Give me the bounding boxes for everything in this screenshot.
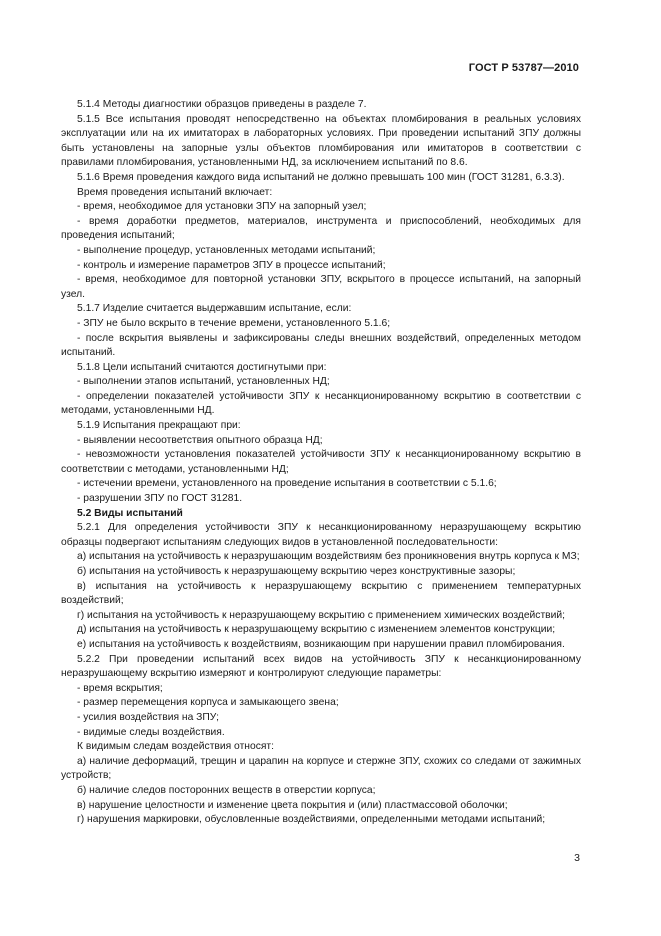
list-item: - видимые следы воздействия. [77, 726, 225, 738]
list-item: - выполнение процедур, установленных методами испытаний; [77, 244, 376, 256]
list-item: - время, необходимое для установки ЗПУ на запорный узел; [77, 201, 367, 213]
document-header-standard-number: ГОСТ Р 53787—2010 [468, 62, 579, 74]
paragraph-5-1-9: 5.1.9 Испытания прекращают при: [77, 420, 241, 432]
list-item: в) нарушение целостности и изменение цвета покрытия и (или) пластмассовой оболочки; [77, 799, 508, 811]
list-item: - после вскрытия выявлены и зафиксированы следы внешних воздействий, определенных методом испытаний. [61, 332, 581, 359]
list-item: в) испытания на устойчивость к неразрушающему вскрытию с применением температурных воздействий; [61, 580, 581, 607]
page-number: 3 [574, 852, 580, 864]
paragraph: Время проведения испытаний включает: [77, 186, 273, 198]
list-item: - выполнении этапов испытаний, установленных НД; [77, 376, 330, 388]
list-item: - выявлении несоответствия опытного образца НД; [77, 434, 323, 446]
paragraph-5-1-5: 5.1.5 Все испытания проводят непосредственно на объектах пломбирования в реальных условиях эксплуатации или на их имитаторах в лабораторных условиях. При проведении испытаний ЗПУ должны быть установлены на запорные узлы объектов пломбирования или имитаторов в соответствии с правилами пломбирования, установленными НД, за исключением испытаний по 8.6. [61, 113, 581, 169]
list-item: д) испытания на устойчивость к неразрушающему вскрытию с изменением элементов конструкции; [77, 624, 556, 636]
list-item: б) испытания на устойчивость к неразрушающему вскрытию через конструктивные зазоры; [77, 566, 516, 577]
list-item: а) испытания на устойчивость к неразрушающим воздействиям без проникновения внутрь корпуса к МЗ; [77, 551, 580, 563]
list-item: е) испытания на устойчивость к воздействиям, возникающим при нарушении правил пломбирования. [77, 638, 565, 650]
list-item: - определении показателей устойчивости ЗПУ к несанкционированному вскрытию в соответствии с методами, установленными НД. [61, 390, 581, 417]
paragraph-5-1-4: 5.1.4 Методы диагностики образцов приведены в разделе 7. [77, 99, 367, 110]
list-item: - разрушении ЗПУ по ГОСТ 31281. [77, 493, 243, 505]
paragraph-5-1-6: 5.1.6 Время проведения каждого вида испытаний не должно превышать 100 мин (ГОСТ 31281, 6.3.3). [77, 171, 565, 183]
list-item: - размер перемещения корпуса и замыкающего звена; [77, 697, 339, 709]
paragraph-5-1-8: 5.1.8 Цели испытаний считаются достигнутыми при: [77, 361, 327, 373]
list-item: а) наличие деформаций, трещин и царапин на корпусе и стержне ЗПУ, схожих со следами от зажимных устройств; [61, 755, 581, 782]
list-item: - время вскрытия; [77, 682, 163, 694]
list-item: - истечении времени, установленного на проведение испытания в соответствии с 5.1.6; [77, 478, 497, 490]
list-item: б) наличие следов посторонних веществ в отверстии корпуса; [77, 784, 376, 796]
list-item: - ЗПУ не было вскрыто в течение времени, установленного 5.1.6; [77, 317, 391, 329]
list-item: - невозможности установления показателей устойчивости ЗПУ к несанкционированному вскрытию в соответствии с методами, установленными НД; [61, 449, 581, 475]
paragraph-5-2-2: 5.2.2 При проведении испытаний всех видов на устойчивость ЗПУ к несанкционированному неразрушающему вскрытию измеряют и контролируют следующие параметры: [61, 653, 581, 680]
section-heading-5-2: 5.2 Виды испытаний [77, 507, 183, 519]
list-item: - контроль и измерение параметров ЗПУ в процессе испытаний; [77, 259, 386, 271]
paragraph-5-1-7: 5.1.7 Изделие считается выдержавшим испытание, если: [77, 303, 352, 315]
list-item: - время доработки предметов, материалов, инструмента и приспособлений, необходимых для проведения испытаний; [61, 215, 581, 242]
list-item: г) испытания на устойчивость к неразрушающему вскрытию с применением химических воздействий; [77, 609, 565, 621]
document-body [61, 98, 581, 828]
paragraph: К видимым следам воздействия относят: [77, 741, 274, 753]
list-item: - время, необходимое для повторной установки ЗПУ, вскрытого в процессе испытаний, на запорный узел. [61, 274, 581, 300]
list-item: - усилия воздействия на ЗПУ; [77, 711, 219, 723]
paragraph-5-2-1: 5.2.1 Для определения устойчивости ЗПУ к несанкционированному неразрушающему вскрытию образцы подвергают испытаниям следующих видов в установленной последовательности: [61, 522, 581, 548]
list-item: г) нарушения маркировки, обусловленные воздействиями, определенными методами испытаний; [77, 814, 546, 826]
